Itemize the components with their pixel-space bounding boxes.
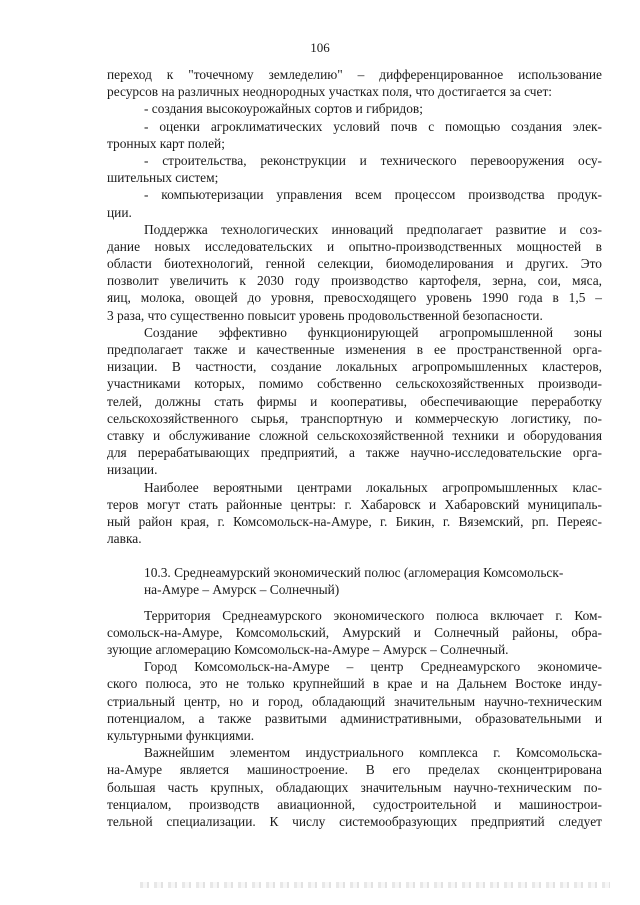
text-line: дание новых исследовательских и опытно-производственных мощностей в bbox=[107, 238, 602, 254]
text-line: тенциалом, производств авиационной, судостроительной и машинострои- bbox=[107, 796, 602, 812]
text-line: ского полюса, это не только крупнейший в крае и на Дальнем Востоке инду- bbox=[107, 676, 602, 692]
text-line: позволит увеличить к 2030 году производство картофеля, зерна, сои, мяса, bbox=[107, 273, 602, 289]
section-heading bbox=[107, 564, 602, 598]
paragraph-machine-building bbox=[107, 744, 602, 830]
text-line: лавка. bbox=[107, 531, 142, 547]
text-line: шительных систем; bbox=[107, 170, 219, 186]
text-line: для перерабатывающих предприятий, а также научно-исследовательские орга- bbox=[107, 445, 602, 461]
text-line: Поддержка технологических инноваций предполагает развитие и соз- bbox=[144, 221, 602, 237]
text-line: стриальный центр, но и город, обладающий значительным научно-техническим bbox=[107, 693, 602, 709]
text-line: тронных карт полей; bbox=[107, 135, 225, 151]
paragraph-precision-farming bbox=[107, 66, 602, 221]
text-line: переход к "точечному земледелию" – дифференцированное использование bbox=[107, 67, 602, 82]
text-line: низации. В частности, создание локальных агропромышленных кластеров, bbox=[107, 359, 602, 375]
paragraph-agro-zone bbox=[107, 324, 602, 479]
text-line: - оценки агроклиматических условий почв с помощью создания элек- bbox=[144, 118, 602, 134]
text-line: предполагает также и качественные изменения в ее пространственной орга- bbox=[107, 342, 602, 357]
text-line: области биотехнологий, генной селекции, биомоделирования и других. Это bbox=[107, 256, 602, 272]
text-line: - создания высокоурожайных сортов и гибридов; bbox=[144, 101, 423, 117]
scan-artifact bbox=[140, 882, 610, 888]
text-line: - строительства, реконструкции и технического перевооружения осу- bbox=[144, 152, 602, 168]
text-line: Создание эффективно функционирующей агропромышленной зоны bbox=[144, 324, 602, 340]
text-line: низации. bbox=[107, 462, 158, 478]
text-line: потенциалом, а также развитыми административными, образовательными и bbox=[107, 710, 602, 726]
page-body bbox=[107, 66, 602, 830]
text-line: 3 раза, что существенно повысит уровень продовольственной безопасности. bbox=[107, 307, 543, 323]
paragraph-cluster-centers bbox=[107, 479, 602, 548]
paragraph-territory bbox=[107, 607, 602, 659]
text-line: ставку и обслуживание сложной сельскохозяйственной техники и оборудования bbox=[107, 427, 602, 443]
text-line: культурными функциями. bbox=[107, 727, 255, 743]
paragraph-tech-innovation bbox=[107, 221, 602, 324]
text-line: 10.3. Среднеамурский экономический полюс (агломерация Комсомольск- bbox=[144, 565, 564, 581]
text-line: телей, должны стать фирмы и кооперативы, обеспечивающие переработку bbox=[107, 393, 602, 409]
text-line: Город Комсомольск-на-Амуре – центр Среднеамурского экономиче- bbox=[144, 659, 602, 675]
text-line: Важнейшим элементом индустриального комплекса г. Комсомольска- bbox=[144, 745, 602, 761]
text-line: - компьютеризации управления всем процессом производства продук- bbox=[144, 187, 602, 203]
text-line: большая часть крупных, обладающих значительным научно-техническим по- bbox=[107, 779, 602, 795]
page-number: 106 bbox=[310, 40, 330, 55]
text-line: яиц, молока, овощей до уровня, превосходящего уровень 1990 года в 1,5 – bbox=[107, 290, 602, 306]
text-line: сомольск-на-Амуре, Комсомольский, Амурский и Солнечный районы, обра- bbox=[107, 624, 602, 640]
text-line: Наиболее вероятными центрами локальных агропромышленных клас- bbox=[144, 479, 602, 495]
text-line: участниками которых, помимо собственно сельскохозяйственных производи- bbox=[107, 376, 602, 392]
text-line: зующие агломерацию Комсомольск-на-Амуре – Амурск – Солнечный. bbox=[107, 642, 509, 657]
paragraph-komsomolsk-center bbox=[107, 658, 602, 744]
text-line: теров могут стать районные центры: г. Хабаровск и Хабаровский муниципаль- bbox=[107, 496, 602, 512]
text-line: сельскохозяйственного сырья, транспортную и коммерческую логистику, по- bbox=[107, 410, 602, 426]
text-line: тельной специализации. К числу системообразующих предприятий следует bbox=[107, 813, 602, 829]
text-line: ресурсов на различных неоднородных участках поля, что достигается за счет: bbox=[107, 84, 553, 100]
text-line: ный район края, г. Комсомольск-на-Амуре, г. Бикин, г. Вяземский, рп. Переяс- bbox=[107, 513, 602, 529]
text-line: Территория Среднеамурского экономического полюса включает г. Ком- bbox=[144, 607, 602, 623]
text-line: ции. bbox=[107, 204, 132, 220]
text-line: на-Амуре является машиностроение. В его пределах сконцентрирована bbox=[107, 762, 602, 778]
text-line: на-Амуре – Амурск – Солнечный) bbox=[144, 582, 340, 598]
